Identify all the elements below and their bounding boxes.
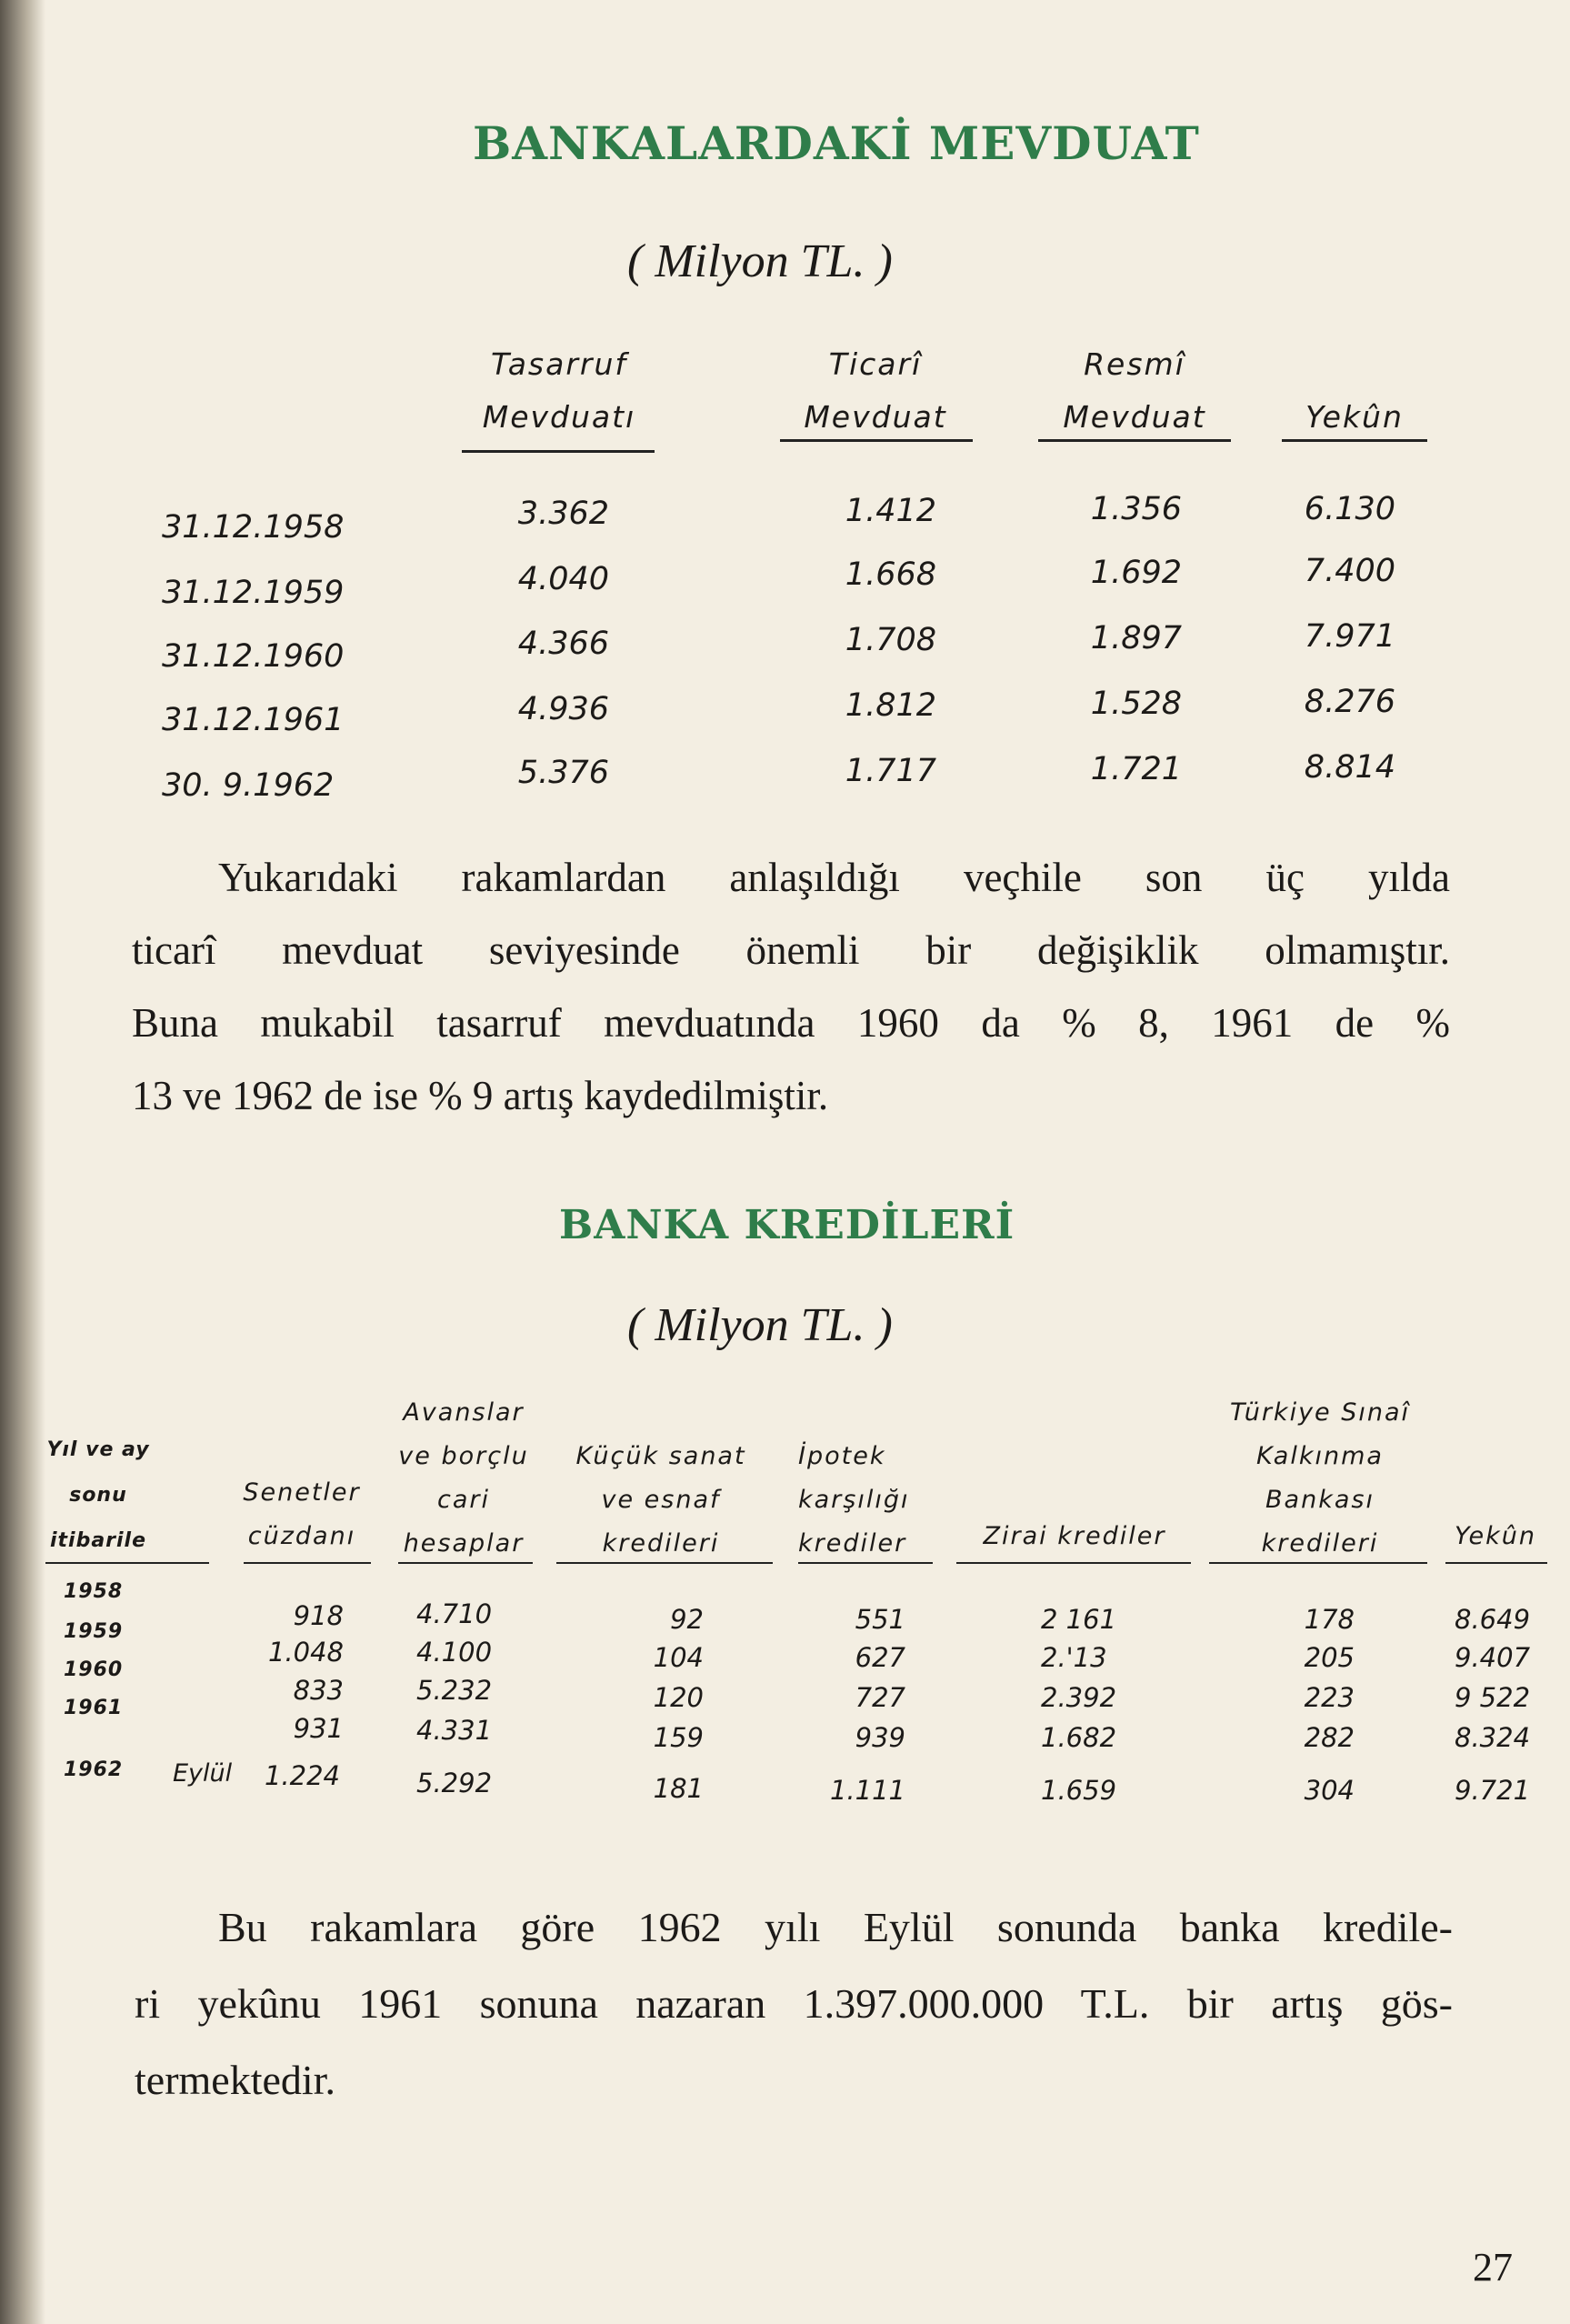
cell-avanslar: 5.292 [416,1768,493,1798]
header-line: Yekûn [1305,399,1404,435]
cell-kucuk: 104 [653,1642,704,1673]
header-line [1282,338,1427,391]
row-year: 1958 [64,1580,124,1603]
header-line: Mevduat [804,399,947,435]
header-rule [1209,1562,1427,1564]
cell-avanslar: 5.232 [416,1675,493,1706]
header-rule [1445,1562,1547,1564]
cell-tasarruf: 4.936 [517,691,609,727]
cell-resmi: 1.528 [1090,686,1182,722]
header-line: cüzdanı [247,1522,356,1550]
cell-yekun: 8.814 [1304,749,1395,786]
header-line: kredileri [602,1529,720,1558]
cell-resmi: 1.721 [1090,751,1182,787]
header-line: Küçük sanat [575,1442,746,1470]
cell-tskb: 205 [1304,1642,1355,1673]
cell-yekun: 6.130 [1304,491,1395,527]
header-ticari [780,338,971,444]
header-line: sonu [69,1484,127,1507]
cell-zirai: 1.659 [1041,1775,1117,1806]
cell-zirai: 1.682 [1041,1722,1117,1753]
header-line: ve borçlu [398,1442,529,1470]
header-rule [798,1562,933,1564]
cell-resmi: 1.897 [1090,620,1182,656]
header-resmi [1038,338,1231,444]
header-line: Yekûn [1455,1522,1536,1550]
paragraph-line: Yukarıdaki rakamlardan anlaşıldığı veçhile son üç yılda [218,855,1450,900]
header-rule [1282,439,1427,442]
cell-senetler: 1.048 [267,1637,344,1668]
row-year: 1961 [64,1697,124,1719]
paragraph-mevduat [132,841,1450,1132]
cell-senetler: 931 [293,1713,344,1744]
header-rule [244,1562,371,1564]
cell-senetler: 833 [293,1675,344,1706]
header-ipotek [798,1435,935,1566]
unit-label-1: ( Milyon TL. ) [627,235,893,287]
header-senetler [229,1471,375,1558]
page-number: 27 [1473,2245,1513,2289]
cell-kucuk: 159 [653,1722,704,1753]
cell-tasarruf: 5.376 [517,755,609,791]
row-date: 31.12.1960 [162,638,345,675]
header-zirai [956,1515,1193,1558]
header-line: ve esnaf [601,1486,721,1514]
header-line: Yıl ve ay [46,1438,150,1461]
header-rule [780,439,973,442]
header-rule [956,1562,1191,1564]
header-line: Mevduatı [482,399,636,435]
row-year: 1960 [64,1658,124,1681]
header-line: Zirai krediler [983,1522,1166,1550]
cell-tskb: 304 [1304,1775,1355,1806]
cell-zirai: 2 161 [1041,1604,1117,1635]
row-date: 31.12.1959 [162,575,345,611]
cell-ticari: 1.668 [845,556,936,593]
paragraph-line: 13 ve 1962 de ise % 9 artış kaydedilmiştir. [132,1073,829,1118]
row-date: 31.12.1961 [162,702,345,738]
cell-tasarruf: 4.040 [517,561,609,597]
cell-ipotek: 551 [855,1604,905,1635]
row-date: 31.12.1958 [162,509,345,546]
row-month: Eylül [173,1759,233,1788]
cell-yekun: 9.721 [1455,1775,1531,1806]
cell-senetler: 1.224 [264,1760,340,1791]
header-line: Kalkınma [1256,1442,1384,1470]
header-kucuk [556,1435,765,1566]
paragraph-line: Bu rakamlara göre 1962 yılı Eylül sonunda banka kredile- [218,1904,1453,1950]
header-yekun [1282,338,1427,444]
header-rule [556,1562,773,1564]
cell-ipotek: 939 [855,1722,905,1753]
section-title-krediler: BANKA KREDİLERİ [559,1202,1015,1248]
header-line: Bankası [1265,1486,1375,1514]
cell-yekun: 7.971 [1304,618,1395,655]
header-line: hesaplar [403,1529,525,1558]
cell-resmi: 1.692 [1090,555,1182,591]
cell-ticari: 1.708 [845,622,936,658]
header-line: Resmî [1084,346,1185,382]
header-rule [1038,439,1231,442]
cell-ticari: 1.717 [845,753,936,789]
unit-label-2: ( Milyon TL. ) [627,1299,893,1351]
header-rule [398,1562,533,1564]
header-line: İpotek [798,1442,886,1470]
row-year: 1959 [64,1620,124,1643]
header-line: karşılığı [798,1486,910,1514]
cell-ticari: 1.812 [845,687,936,724]
cell-tasarruf: 3.362 [517,496,609,532]
cell-ipotek: 1.111 [829,1775,905,1806]
paragraph-line: ticarî mevduat seviyesinde önemli bir değişiklik olmamıştır. [132,927,1450,973]
cell-yekun: 9 522 [1455,1682,1531,1713]
header-tasarruf [464,338,655,444]
header-line: Senetler [243,1478,361,1507]
cell-ipotek: 727 [855,1682,905,1713]
cell-kucuk: 120 [653,1682,704,1713]
cell-tskb: 282 [1304,1722,1355,1753]
header-line: Ticarî [828,346,923,382]
cell-tskb: 178 [1304,1604,1355,1635]
header-line: Avanslar [403,1398,525,1427]
cell-zirai: 2.'13 [1041,1642,1107,1673]
paragraph-krediler [135,1889,1453,2119]
cell-senetler: 918 [293,1600,344,1631]
cell-ticari: 1.412 [845,493,936,529]
section-title-mevduat: BANKALARDAKİ MEVDUAT [473,116,1200,170]
cell-kucuk: 181 [653,1773,704,1804]
header-yekun-2 [1445,1515,1545,1558]
cell-avanslar: 4.710 [416,1598,493,1629]
cell-yekun: 8.649 [1455,1604,1531,1635]
cell-yekun: 9.407 [1455,1642,1531,1673]
row-date: 30. 9.1962 [162,767,335,804]
header-avanslar [391,1391,536,1566]
row-year: 1962 [64,1758,124,1781]
cell-tskb: 223 [1304,1682,1355,1713]
header-rule [45,1562,209,1564]
cell-ipotek: 627 [855,1642,905,1673]
cell-zirai: 2.392 [1041,1682,1117,1713]
cell-tasarruf: 4.366 [517,626,609,662]
cell-avanslar: 4.100 [416,1637,493,1668]
paragraph-line: Buna mukabil tasarruf mevduatında 1960 da % 8, 1961 de % [132,1000,1450,1046]
header-line: itibarile [49,1529,147,1552]
header-line: cari [437,1486,490,1514]
cell-resmi: 1.356 [1090,491,1182,527]
paragraph-line: ri yekûnu 1961 sonuna nazaran 1.397.000.000 T.L. bir artış gös- [135,1980,1453,2027]
header-tskb [1202,1391,1438,1566]
header-year [35,1427,162,1564]
header-rule [462,450,655,453]
cell-kucuk: 92 [670,1604,704,1635]
page-gutter-shadow [0,0,45,2324]
header-line: Tasarruf [491,346,627,382]
cell-avanslar: 4.331 [416,1715,493,1746]
header-line: krediler [798,1529,907,1558]
cell-yekun: 8.276 [1304,684,1395,720]
cell-yekun: 8.324 [1455,1722,1531,1753]
cell-yekun: 7.400 [1304,553,1395,589]
header-line: kredileri [1261,1529,1379,1558]
paragraph-line: termektedir. [135,2057,335,2103]
header-line: Türkiye Sınaî [1229,1398,1411,1427]
header-line: Mevduat [1063,399,1206,435]
